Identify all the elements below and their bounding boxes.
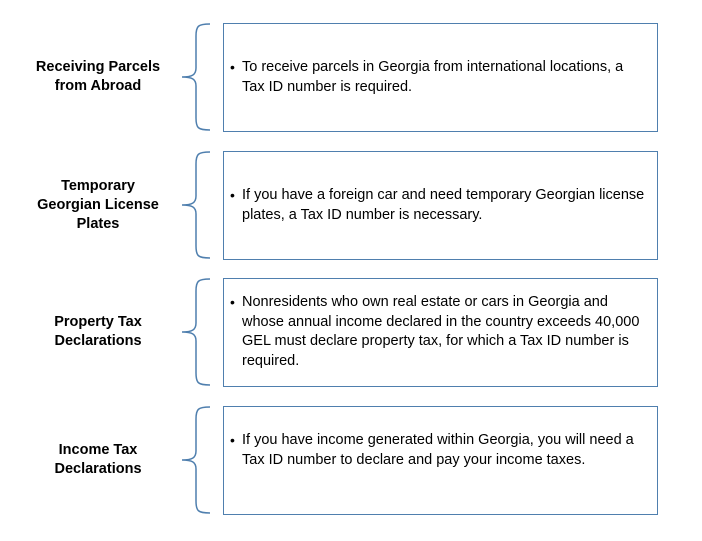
description-text-container bbox=[230, 58, 649, 97]
bullet-icon: • bbox=[230, 187, 235, 203]
left-brace-icon bbox=[178, 150, 212, 260]
row-label: Temporary Georgian License Plates bbox=[37, 177, 159, 232]
description-text-container bbox=[230, 431, 649, 470]
diagram-row bbox=[0, 277, 702, 387]
description-box bbox=[223, 406, 658, 515]
description-text-container bbox=[230, 186, 649, 225]
description-box bbox=[223, 278, 658, 387]
left-brace-icon bbox=[178, 22, 212, 132]
bullet-icon: • bbox=[230, 432, 235, 448]
row-label: Income Tax Declarations bbox=[54, 442, 142, 477]
bullet-icon: • bbox=[230, 59, 235, 75]
description-text-container bbox=[230, 293, 649, 371]
description-box bbox=[223, 23, 658, 132]
description-text: Nonresidents who own real estate or cars in Georgia and whose annual income declared in the country exceeds 40,000 GEL must declare property tax, for which a Tax ID number is required. bbox=[242, 294, 640, 369]
bullet-icon: • bbox=[230, 294, 235, 310]
diagram-row bbox=[0, 150, 702, 260]
description-text: To receive parcels in Georgia from international locations, a Tax ID number is required. bbox=[242, 59, 624, 95]
row-label: Receiving Parcels from Abroad bbox=[35, 59, 161, 94]
row-label: Property Tax Declarations bbox=[54, 314, 142, 349]
left-brace-icon bbox=[178, 405, 212, 515]
left-brace-icon bbox=[178, 277, 212, 387]
diagram-row bbox=[0, 22, 702, 132]
diagram-row bbox=[0, 405, 702, 515]
description-box bbox=[223, 151, 658, 260]
description-text: If you have income generated within Georgia, you will need a Tax ID number to declare and pay your income taxes. bbox=[242, 432, 634, 468]
description-text: If you have a foreign car and need temporary Georgian license plates, a Tax ID number is necessary. bbox=[242, 187, 645, 223]
